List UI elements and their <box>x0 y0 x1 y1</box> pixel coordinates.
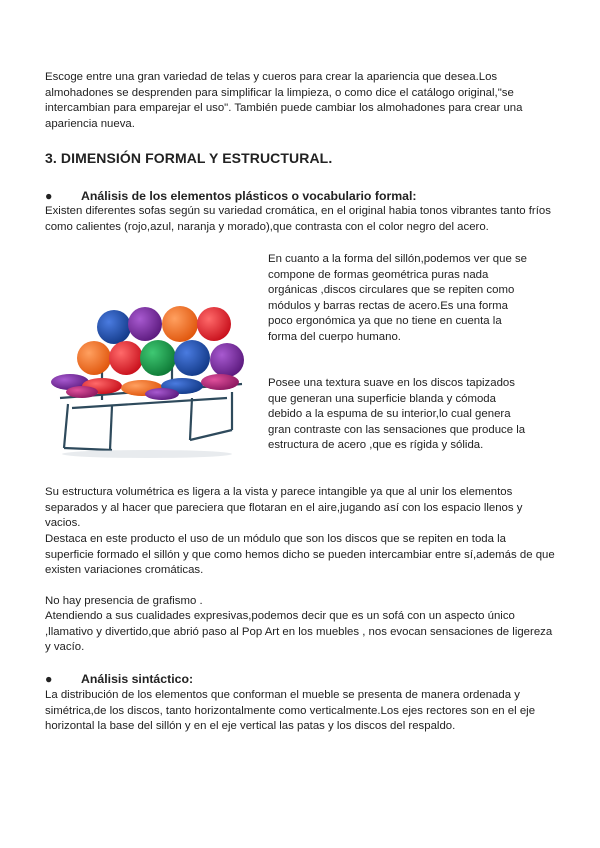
disc-green <box>140 340 176 376</box>
texture-paragraph: Posee una textura suave en los discos tapizados que generan una superficie blanda y cómoda debido a la espuma de su interior,lo cual genera gran contraste con las sensaciones que produce la estructura de acero ,que es rígida y sólida. <box>268 377 526 452</box>
grafismo-paragraph: No hay presencia de grafismo . <box>45 595 203 607</box>
bullet-heading-text: Análisis de los elementos plásticos o vocabulario formal: <box>81 189 417 203</box>
section-title: 3. DIMENSIÓN FORMAL Y ESTRUCTURAL. <box>45 150 333 166</box>
disc-orange <box>77 341 111 375</box>
syntactic-paragraph: La distribución de los elementos que conforman el mueble se presenta de manera ordenada y simétrica,de los discos, tanto horizontalmente como verticalmente.Los ejes rectores son en el eje horizontal la base del sillón y en el eje vertical las patas y los discos del respaldo. <box>45 689 536 733</box>
seat-disc-purple <box>145 388 179 400</box>
plastic-paragraph: Existen diferentes sofas según su variedad cromática, en el original habia tonos vibrantes tanto fríos como calientes (rojo,azul, naranja y morado),que contrasta con el color negro del acero. <box>45 205 551 233</box>
intro-paragraph: Escoge entre una gran variedad de telas y cueros para crear la apariencia que desea.Los almohadones se desprenden para simplificar la limpieza, o como dice el catálogo original,"se intercambian para emparejar el uso". También puede cambiar los almohadones para crear una apariencia nueva. <box>45 71 523 130</box>
disc-purple <box>210 343 244 377</box>
expressive-paragraph: Atendiendo a sus cualidades expresivas,podemos decir que es un sofá con un aspecto único ,llamativo y divertido,que abrió paso al Pop Art en los muebles , nos evocan sensaciones de ligereza y vacío. <box>45 610 553 654</box>
bullet-icon: ● <box>45 189 53 203</box>
volumetric-paragraph: Su estructura volumétrica es ligera a la vista y parece intangible ya que al unir los elementos separados y al hacer que pareciera que flotaran en el aire,jugando así con los espacio llenos y vacios. <box>45 486 523 530</box>
bullet-heading-plastic <box>45 189 417 203</box>
bullet-heading-text: Análisis sintáctico: <box>81 672 194 686</box>
marshmallow-sofa-image <box>42 300 257 460</box>
disc-blue <box>174 340 210 376</box>
seat-disc-magenta <box>201 374 239 390</box>
disc-orange <box>162 306 198 342</box>
disc-red <box>109 341 143 375</box>
seat-disc-magenta <box>66 386 98 398</box>
module-paragraph: Destaca en este producto el uso de un módulo que son los discos que se repiten en toda la superficie formado el sillón y que como hemos dicho se pueden intercambiar entre sí,además de que existen variaciones cromáticas. <box>45 533 555 577</box>
bullet-icon: ● <box>45 672 53 686</box>
disc-purple <box>128 307 162 341</box>
form-paragraph: En cuanto a la forma del sillón,podemos ver que se compone de formas geométrica puras nada orgánicas ,discos circulares que se repiten como módulos y barras rectas de acero.Es una forma poco ergonómica ya que no tiene en cuenta la forma del cuerpo humano. <box>268 253 527 343</box>
bullet-heading-syntactic <box>45 672 193 686</box>
disc-blue <box>97 310 131 344</box>
disc-red <box>197 307 231 341</box>
